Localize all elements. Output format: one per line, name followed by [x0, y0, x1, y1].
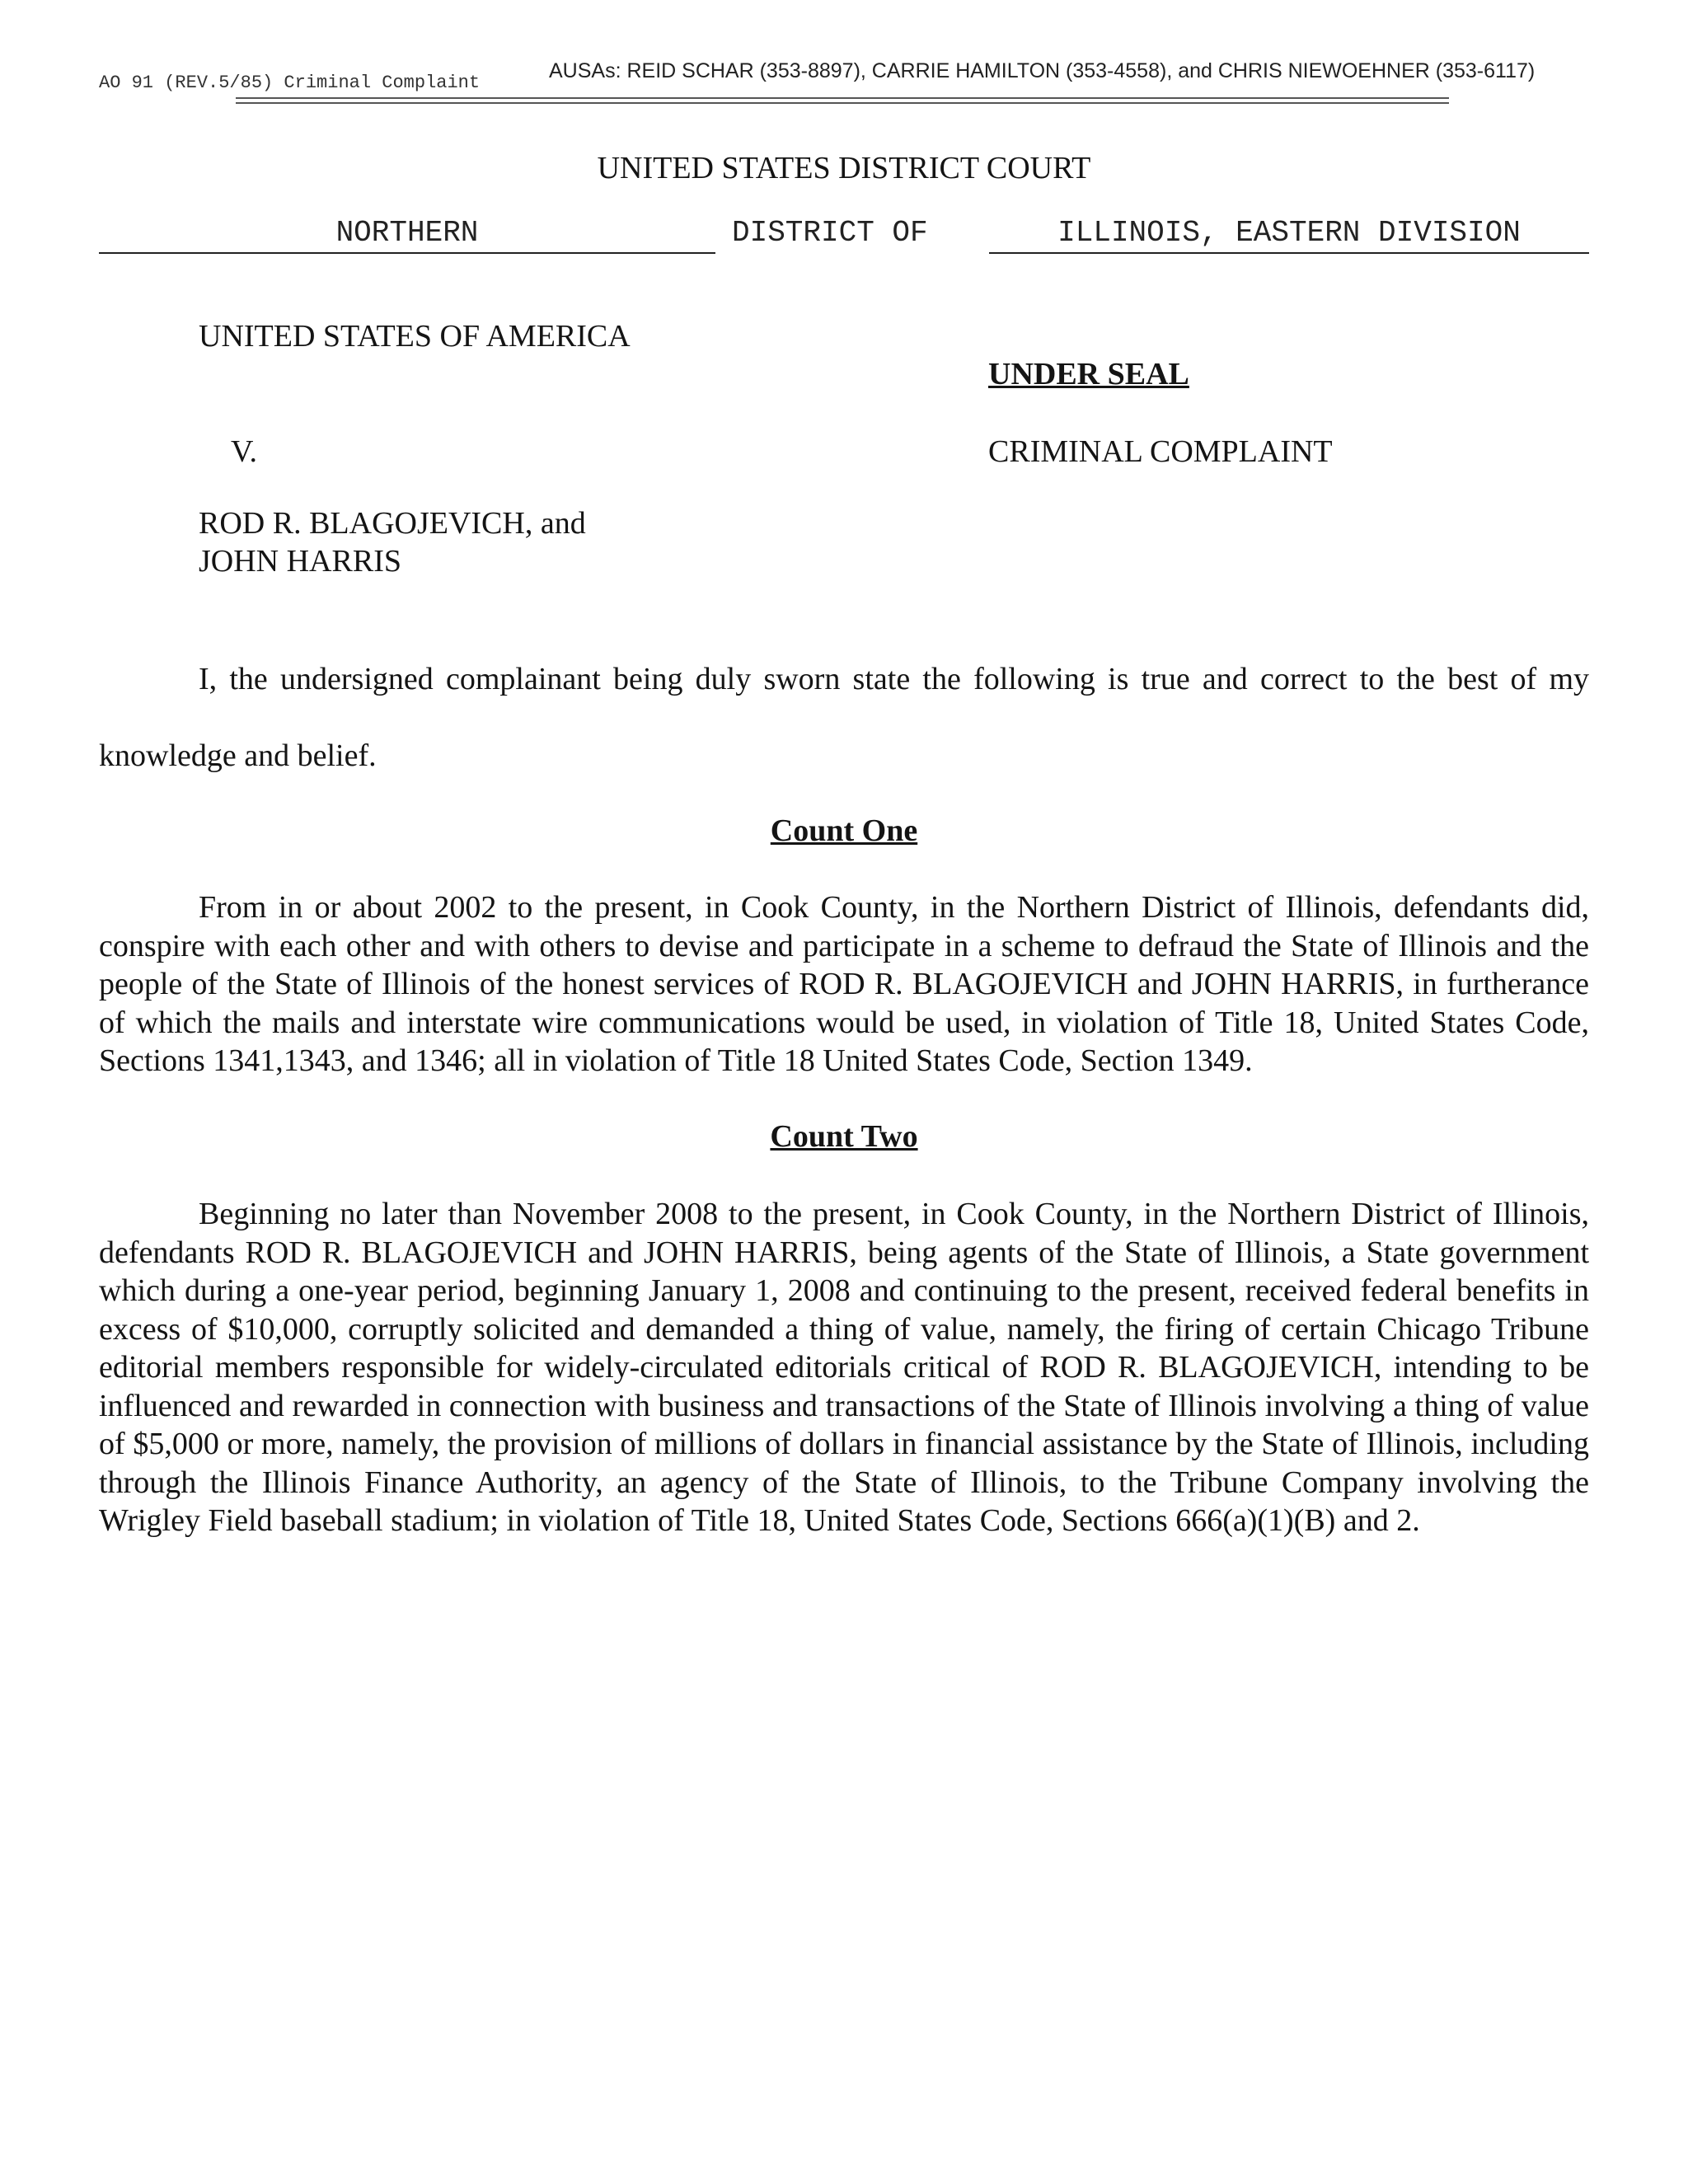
defendant-line-1: ROD R. BLAGOJEVICH, and	[199, 506, 586, 541]
intro-paragraph: I, the undersigned complainant being duly sworn state the following is true and correct to the best of my knowledge and belief.	[99, 662, 1589, 773]
form-identifier: AO 91 (REV.5/85) Criminal Complaint	[99, 73, 481, 93]
district-of-label: DISTRICT OF	[732, 216, 928, 250]
district-line	[99, 216, 1589, 255]
count-two-heading: Count Two	[770, 1119, 918, 1154]
under-seal-label: UNDER SEAL	[988, 357, 1189, 391]
plaintiff-name: UNITED STATES OF AMERICA	[199, 319, 631, 354]
ausa-contact-line: AUSAs: REID SCHAR (353-8897), CARRIE HAMILTON (353-4558), and CHRIS NIEWOEHNER (353-6117)	[549, 59, 1536, 82]
count-one-heading: Count One	[770, 813, 918, 848]
count-one-text: From in or about 2002 to the present, in Cook County, in the Northern District of Illinois, defendants did, conspire with each other and with others to devise and participate in a scheme to defraud the State of Illinois and the people of the State of Illinois of the honest services of ROD R. BLAGOJEVICH and JOHN HARRIS, in furtherance of which the mails and interstate wire communications would be used, in violation of Title 18, United States Code, Sections 1341,1343, and 1346; all in violation of Title 18 United States Code, Section 1349.	[99, 890, 1589, 1078]
header-double-rule	[236, 97, 1449, 104]
document-type: CRIMINAL COMPLAINT	[988, 434, 1333, 469]
defendant-line-2: JOHN HARRIS	[199, 544, 401, 579]
count-two-text: Beginning no later than November 2008 to the present, in Cook County, in the Northern District of Illinois, defendants ROD R. BLAGOJEVICH and JOHN HARRIS, being agents of the State of Illinois, a State government which during a one-year period, beginning January 1, 2008 and continuing to the present, received federal benefits in excess of $10,000, corruptly solicited and demanded a thing of value, namely, the firing of certain Chicago Tribune editorial members responsible for widely-circulated editorials critical of ROD R. BLAGOJEVICH, intending to be influenced and rewarded in connection with business and transactions of the State of Illinois involving a thing of value of $5,000 or more, namely, the provision of millions of dollars in financial assistance by the State of Illinois, including through the Illinois Finance Authority, an agency of the State of Illinois, to the Tribune Company involving the Wrigley Field baseball stadium; in violation of Title 18, United States Code, Sections 666(a)(1)(B) and 2.	[99, 1197, 1589, 1538]
versus-label: V.	[231, 434, 258, 469]
court-title: UNITED STATES DISTRICT COURT	[597, 151, 1091, 185]
district-suffix: ILLINOIS, EASTERN DIVISION	[989, 216, 1589, 254]
district-prefix: NORTHERN	[99, 216, 715, 254]
